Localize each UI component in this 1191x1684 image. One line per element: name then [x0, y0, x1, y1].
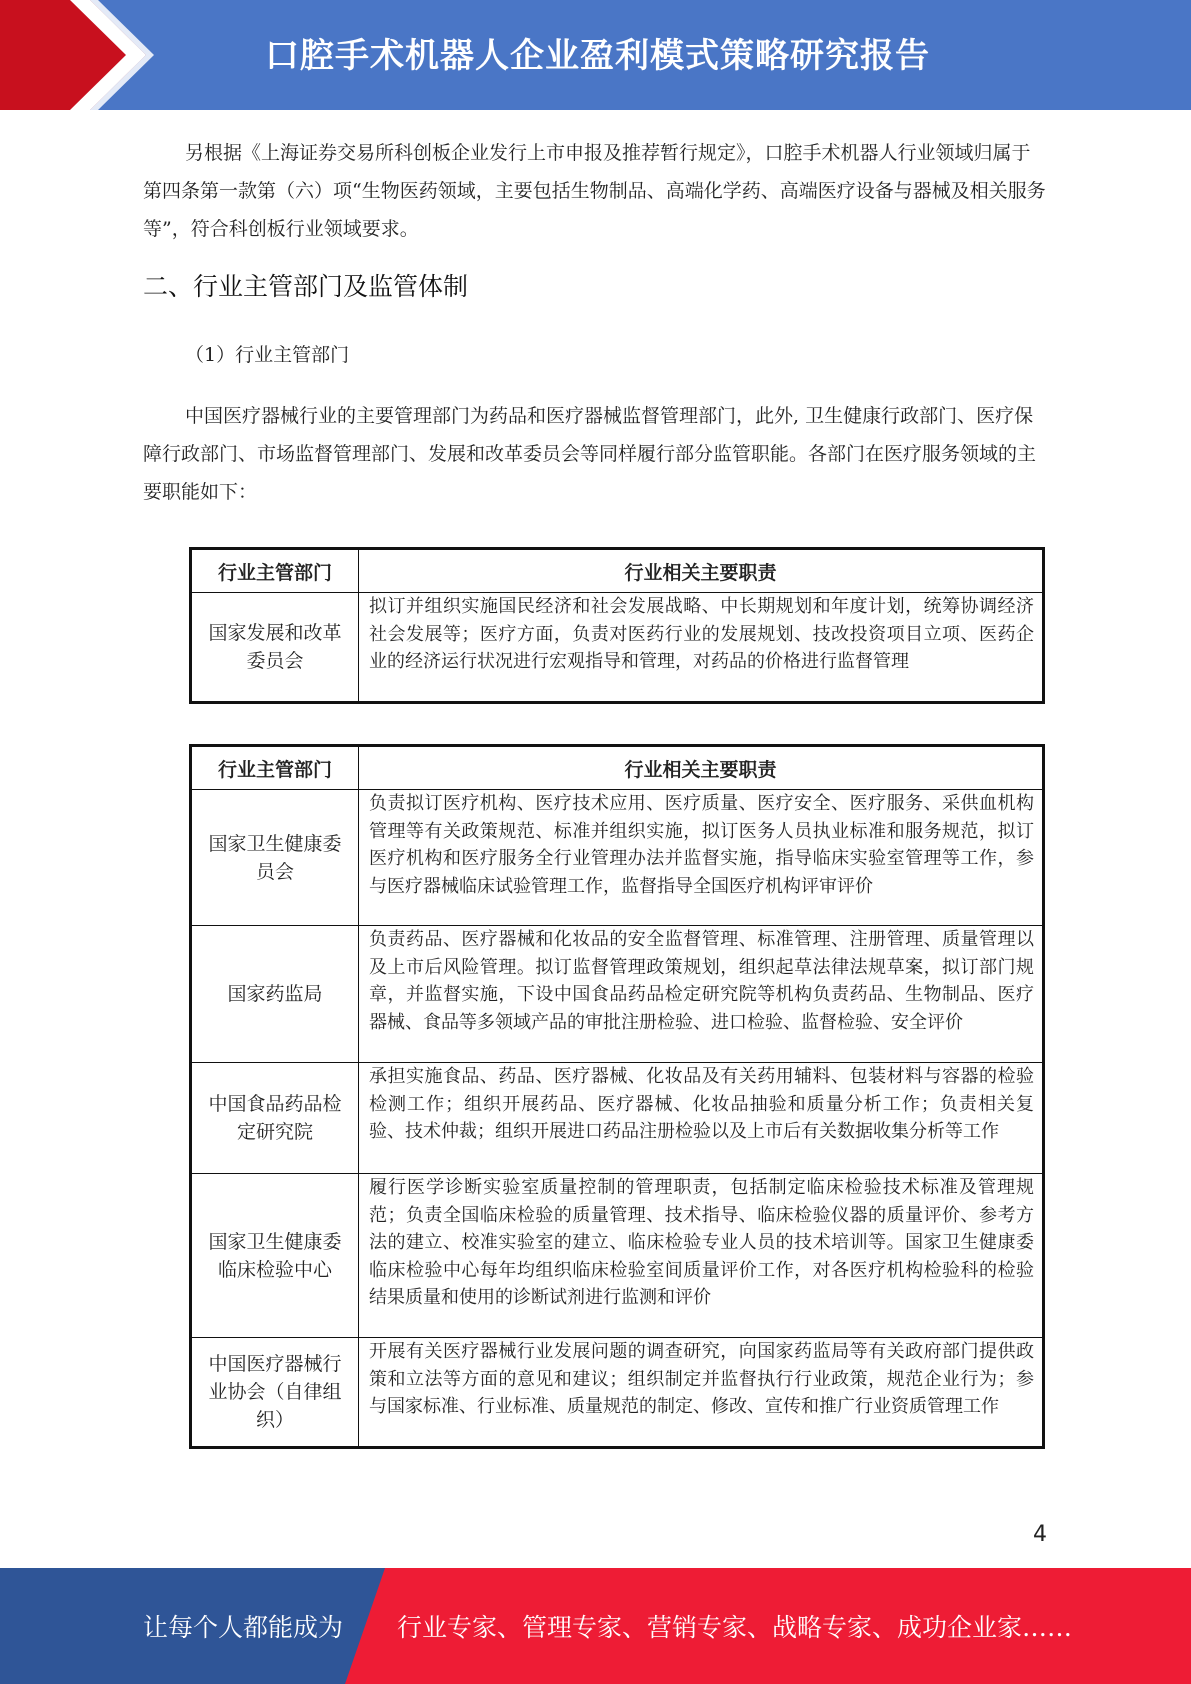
page-footer	[0, 1568, 1191, 1684]
table-header-dept: 行业主管部门	[191, 549, 359, 593]
table-header-dept: 行业主管部门	[191, 746, 359, 790]
dept-cell: 国家药监局	[191, 926, 359, 1063]
dept-cell: 国家卫生健康委临床检验中心	[191, 1174, 359, 1338]
dept-cell: 国家卫生健康委员会	[191, 790, 359, 926]
table-row	[191, 1063, 1044, 1174]
report-title: 口腔手术机器人企业盈利模式策略研究报告	[265, 36, 930, 76]
table-row	[191, 790, 1044, 926]
body-paragraph: 中国医疗器械行业的主要管理部门为药品和医疗器械监督管理部门，此外, 卫生健康行政部门、医疗保障行政部门、市场监督管理部门、发展和改革委员会等同样履行部分监管职能。各部门在医疗服务领域的主要职能如下：	[143, 405, 1037, 503]
table-header-row	[191, 549, 1044, 593]
table-row	[191, 1338, 1044, 1448]
table-header-duty: 行业相关主要职责	[359, 746, 1044, 790]
table-row	[191, 593, 1044, 703]
duty-cell: 负责拟订医疗机构、医疗技术应用、医疗质量、医疗安全、医疗服务、采供血机构管理等有关政策规范、标准并组织实施，拟订医务人员执业标准和服务规范，拟订医疗机构和医疗服务全行业管理办法并监督实施，指导临床实验室管理等工作，参与医疗器械临床试验管理工作，监督指导全国医疗机构评审评价	[359, 790, 1044, 926]
page-header	[0, 0, 1191, 110]
table-row	[191, 1174, 1044, 1338]
footer-slogan-left: 让每个人都能成为	[143, 1613, 344, 1642]
intro-paragraph: 另根据《上海证券交易所科创板企业发行上市申报及推荐暂行规定》，口腔手术机器人行业领域归属于第四条第一款第（六）项“生物医药领域，主要包括生物制品、高端化学药、高端医疗设备与器械及相关服务等”，符合科创板行业领域要求。	[143, 142, 1046, 240]
dept-cell: 国家发展和改革委员会	[191, 593, 359, 703]
table-header-row	[191, 746, 1044, 790]
duty-cell: 负责药品、医疗器械和化妆品的安全监督管理、标准管理、注册管理、质量管理以及上市后风险管理。拟订监督管理政策规划，组织起草法律法规草案，拟订部门规章，并监督实施，下设中国食品药品检定研究院等机构负责药品、生物制品、医疗器械、食品等多领域产品的审批注册检验、进口检验、监督检验、安全评价	[359, 926, 1044, 1063]
duty-cell: 开展有关医疗器械行业发展问题的调查研究，向国家药监局等有关政府部门提供政策和立法等方面的意见和建议；组织制定并监督执行行业政策，规范企业行为；参与国家标准、行业标准、质量规范的制定、修改、宣传和推广行业资质管理工作	[359, 1338, 1044, 1448]
footer-slogan-right: 行业专家、管理专家、营销专家、战略专家、成功企业家……	[397, 1613, 1073, 1642]
dept-cell: 中国食品药品检定研究院	[191, 1063, 359, 1174]
duty-cell: 拟订并组织实施国民经济和社会发展战略、中长期规划和年度计划，统筹协调经济社会发展等；医疗方面，负责对医药行业的发展规划、技改投资项目立项、医药企业的经济运行状况进行宏观指导和管理，对药品的价格进行监督管理	[359, 593, 1044, 703]
sub-heading: （1）行业主管部门	[185, 344, 350, 366]
duty-cell: 承担实施食品、药品、医疗器械、化妆品及有关药用辅料、包装材料与容器的检验检测工作；组织开展药品、医疗器械、化妆品抽验和质量分析工作；负责相关复验、技术仲裁；组织开展进口药品注册检验以及上市后有关数据收集分析等工作	[359, 1063, 1044, 1174]
department-duty-table-1	[189, 547, 1045, 704]
section-heading: 二、行业主管部门及监管体制	[143, 272, 469, 301]
page-number: 4	[1033, 1522, 1047, 1547]
dept-cell: 中国医疗器械行业协会（自律组织）	[191, 1338, 359, 1448]
table-row	[191, 926, 1044, 1063]
department-duty-table-2	[189, 744, 1045, 1449]
duty-cell: 履行医学诊断实验室质量控制的管理职责，包括制定临床检验技术标准及管理规范；负责全国临床检验的质量管理、技术指导、临床检验仪器的质量评价、参考方法的建立、校准实验室的建立、临床检验专业人员的技术培训等。国家卫生健康委临床检验中心每年均组织临床检验室间质量评价工作，对各医疗机构检验科的检验结果质量和使用的诊断试剂进行监测和评价	[359, 1174, 1044, 1338]
table-header-duty: 行业相关主要职责	[359, 549, 1044, 593]
